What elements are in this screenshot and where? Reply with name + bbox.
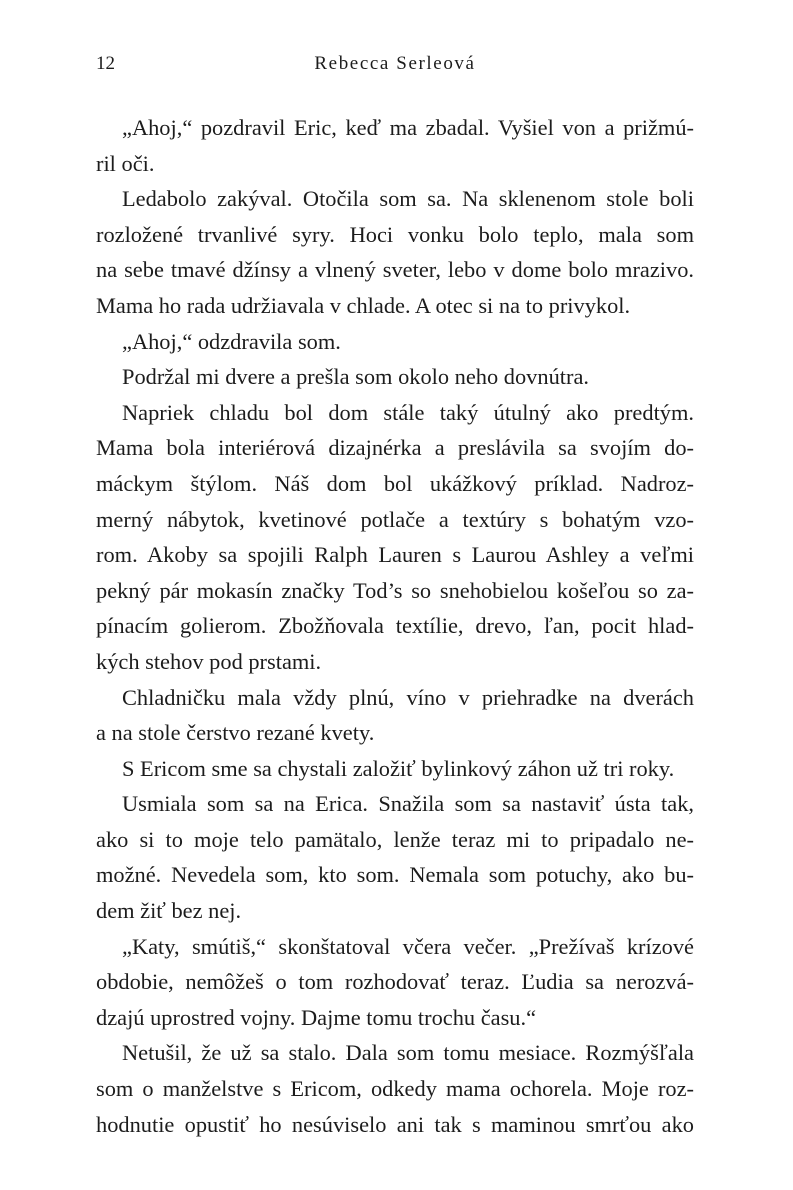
text-line: Podržal mi dvere a prešla som okolo neho dovnútra. (122, 364, 589, 390)
text-line: „Ahoj,“ odzdravila som. (122, 328, 341, 354)
text-line: Mama bola interiérová dizajnérka a preslávila sa svojím do- (96, 435, 694, 461)
text-line: Usmiala som sa na Erica. Snažila som sa nastaviť ústa tak, (122, 791, 694, 817)
text-line: možné. Nevedela som, kto som. Nemala som potuchy, ako bu- (96, 862, 694, 888)
text-line: S Ericom sme sa chystali založiť bylinkový záhon už tri roky. (122, 755, 675, 781)
text-line: obdobie, nemôžeš o tom rozhodovať teraz. Ľudia sa nerozvá- (96, 969, 694, 995)
text-line: Mama ho rada udržiavala v chlade. A otec si na to privykol. (96, 292, 631, 318)
text-line: kých stehov pod prstami. (96, 648, 322, 674)
text-line: Chladničku mala vždy plnú, víno v priehradke na dverách (122, 684, 694, 710)
text-line: ako si to moje telo pamätalo, lenže teraz mi to pripadalo ne- (96, 826, 694, 852)
text-line: máckym štýlom. Náš dom bol ukážkový príklad. Nadroz- (96, 470, 694, 496)
text-line: rozložené trvanlivé syry. Hoci vonku bolo teplo, mala som (96, 221, 694, 247)
text-line: ril oči. (96, 150, 155, 176)
text-line: dzajú uprostred vojny. Dajme tomu trochu času.“ (96, 1004, 537, 1030)
body-text (96, 110, 694, 1142)
text-line: Napriek chladu bol dom stále taký útulný ako predtým. (122, 399, 694, 425)
page-number: 12 (96, 53, 115, 74)
text-line: rom. Akoby sa spojili Ralph Lauren s Laurou Ashley a veľmi (96, 542, 694, 568)
text-line: dem žiť bez nej. (96, 898, 242, 924)
text-line: Ledabolo zakýval. Otočila som sa. Na sklenenom stole boli (122, 186, 694, 212)
text-line: pínacím golierom. Zbožňovala textílie, drevo, ľan, pocit hlad- (96, 613, 694, 639)
page-header (96, 50, 694, 78)
text-line: „Katy, smútiš,“ skonštatoval včera večer. „Prežívaš krízové (122, 933, 694, 959)
text-line: a na stole čerstvo rezané kvety. (96, 720, 375, 746)
text-line: som o manželstve s Ericom, odkedy mama ochorela. Moje roz- (96, 1076, 694, 1102)
text-line: pekný pár mokasín značky Tod’s so snehobielou košeľou so za- (96, 577, 694, 603)
text-line: na sebe tmavé džínsy a vlnený sveter, lebo v dome bolo mrazivo. (96, 257, 694, 283)
text-line: Netušil, že už sa stalo. Dala som tomu mesiace. Rozmýšľala (122, 1040, 694, 1066)
text-line: merný nábytok, kvetinové potlače a textúry s bohatým vzo- (96, 506, 694, 532)
text-line: hodnutie opustiť ho nesúviselo ani tak s maminou smrťou ako (96, 1111, 694, 1137)
text-line: „Ahoj,“ pozdravil Eric, keď ma zbadal. Vyšiel von a prižmú- (122, 115, 694, 140)
running-head-author: Rebecca Serleová (314, 53, 476, 74)
